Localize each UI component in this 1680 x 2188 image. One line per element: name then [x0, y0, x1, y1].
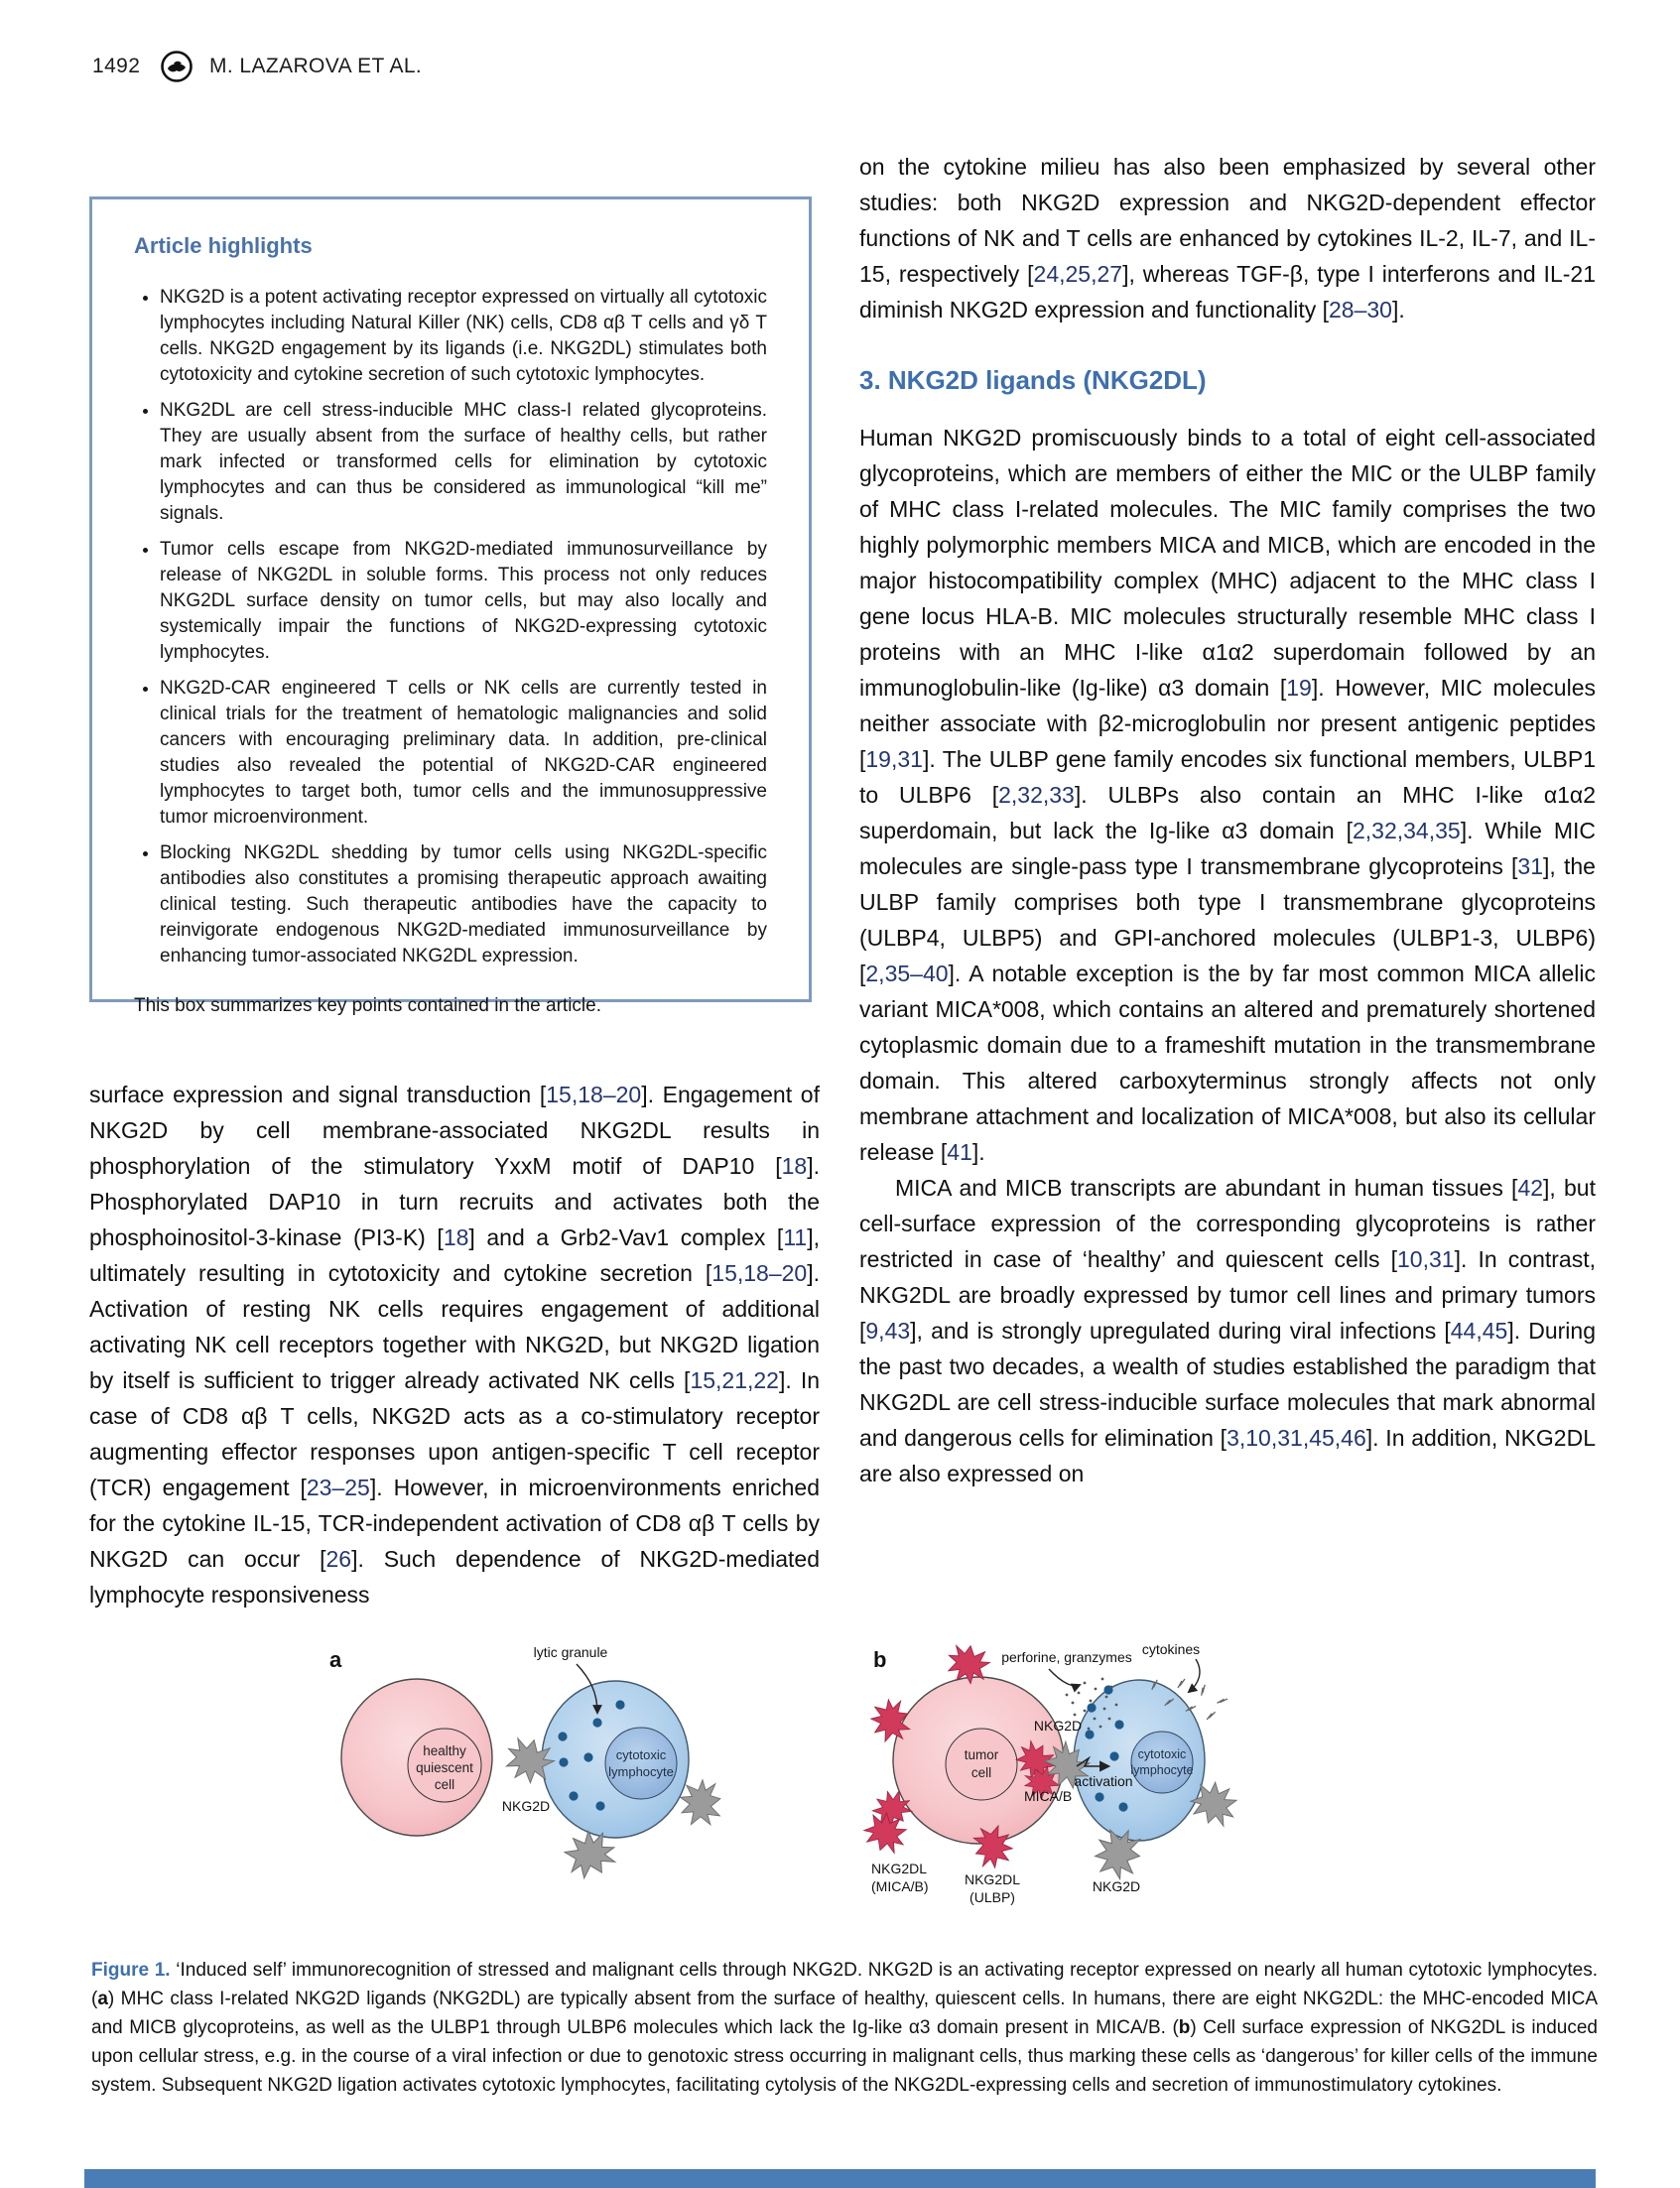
activation-label: activation: [1074, 1773, 1133, 1789]
healthy-cell-label: healthy: [423, 1743, 466, 1758]
figure-caption-text: ‘Induced self’ immunorecognition of stressed and malignant cells through NKG2D. NKG2D is an activating receptor expressed on nearly all human cytotoxic lymphocytes. (a) MHC class I-related NKG2D ligands (NKG2DL) are typically absent from the surface of healthy, quiescent cells. In humans, there are eight NKG2DL: the MHC-encoded MICA and MICB glycoproteins, as well as the ULBP1 through ULBP6 molecules which lack the Ig-like α3 domain present in MICA/B. (b) Cell surface expression of NKG2DL is induced upon cellular stress, e.g. in the course of a viral infection or due to genotoxic stress occurring in malignant cells, thus marking these cells as ‘dangerous’ for killer cells of the immune system. Subsequent NKG2D ligation activates cytotoxic lymphocytes, facilitating cytolysis of the NKG2DL-expressing cells and secretion of immunostimulatory cytokines.: [91, 1960, 1598, 2096]
cytokines-label: cytokines: [1141, 1641, 1201, 1657]
footer-bar: [84, 2169, 1596, 2188]
nkg2d-label-top: NKG2D: [1033, 1718, 1083, 1734]
nkg2dl-ulbp-label: NKG2DL: [964, 1871, 1021, 1887]
nkg2dl-ulbp-label: (ULBP): [969, 1889, 1015, 1905]
cytokines-arrow: [1189, 1659, 1200, 1692]
article-highlights-box: [89, 196, 812, 1016]
right-column: [859, 149, 1596, 1491]
body-paragraph: surface expression and signal transduction [15,18–20]. Engagement of NKG2D by cell membrane-associated NKG2DL results in phosphorylation of the stimulatory YxxM motif of DAP10 [18]. Phosphorylated DAP10 in turn recruits and activates both the phosphoinositol-3-kinase (PI3-K) [18] and a Grb2-Vav1 complex [11], ultimately resulting in cytotoxicity and cytokine secretion [15,18–20]. Activation of resting NK cells requires engagement of additional activating NK cell receptors together with NKG2D, but NKG2D ligation by itself is sufficient to trigger already activated NK cells [15,21,22]. In case of CD8 αβ T cells, NKG2D acts as a co-stimulatory receptor augmenting effector responses upon antigen-specific T cell receptor (TCR) engagement [23–25]. However, in microenvironments enriched for the cytokine IL-15, TCR-independent activation of CD8 αβ T cells by NKG2D can occur [26]. Such dependence of NKG2D-mediated lymphocyte responsiveness: [89, 1082, 820, 1608]
perforin-granzymes-label: perforine, granzymes: [1001, 1649, 1132, 1665]
lymphocyte-nucleus: [1131, 1732, 1193, 1793]
lymphocyte-label: cytotoxic: [615, 1747, 667, 1762]
panel-b-label: b: [873, 1647, 887, 1672]
nkg2d-label-bottom: NKG2D: [1092, 1878, 1141, 1894]
page-number: 1492: [92, 55, 141, 77]
highlights-note: This box summarizes key points contained in the article.: [134, 995, 601, 1016]
running-head-authors: M. LAZAROVA ET AL.: [209, 55, 423, 77]
mica-b-label: MICA/B: [1024, 1788, 1073, 1804]
publisher-logo-icon: [160, 50, 194, 83]
tumor-cell-label: tumor: [964, 1747, 999, 1762]
nkg2dl-ligand-icon: [859, 1808, 911, 1857]
nkg2d-label-a: NKG2D: [501, 1798, 551, 1814]
lymphocyte-nucleus: [605, 1728, 677, 1799]
panel-a-label: a: [329, 1647, 342, 1672]
highlight-bullet: • NKG2DL are cell stress-inducible MHC class-I related glycoproteins. They are usually absent from the surface of healthy cells, but rather mark infected or transformed cells for elimination by cytotoxic lymphocytes and can thus be considered as immunological “kill me” signals.: [160, 398, 767, 527]
highlight-bullet: • Blocking NKG2DL shedding by tumor cells using NKG2DL-specific antibodies also constitutes a promising therapeutic approach awaiting clinical testing. Such therapeutic antibodies have the capacity to reinvigorate endogenous NKG2D-mediated immunosurveillance by enhancing tumor-associated NKG2DL expression.: [160, 840, 767, 969]
healthy-cell-label: quiescent: [416, 1760, 473, 1775]
tumor-cell-nucleus: [946, 1729, 1017, 1800]
nkg2dl-mica-label: (MICA/B): [871, 1878, 929, 1894]
tumor-cell-label: cell: [970, 1765, 992, 1780]
body-paragraph: MICA and MICB transcripts are abundant in human tissues [42], but cell-surface expression of the corresponding glycoproteins is rather restricted in case of ‘healthy’ and quiescent cells [10,31]. In contrast, NKG2DL are broadly expressed by tumor cell lines and primary tumors [9,43], and is strongly upregulated during viral infections [44,45]. During the past two decades, a wealth of studies established the paradigm that NKG2DL are cell stress-inducible surface molecules that mark abnormal and dangerous cells for elimination [3,10,31,45,46]. In addition, NKG2DL are also expressed on: [859, 1175, 1597, 1486]
highlight-bullet: • Tumor cells escape from NKG2D-mediated immunosurveillance by release of NKG2DL in soluble forms. This process not only reduces NKG2DL surface density on tumor cells, but may also locally and systemically impair the functions of NKG2D-expressing cytotoxic lymphocytes.: [160, 537, 767, 666]
figure-1-diagram: [84, 1635, 1598, 1933]
lytic-granule-label: lytic granule: [533, 1644, 608, 1660]
body-paragraph: on the cytokine milieu has also been emphasized by several other studies: both NKG2D expression and NKG2D-dependent effector functions of NK and T cells are enhanced by cytokines IL-2, IL-7, and IL-15, respectively [24,25,27], whereas TGF-β, type I interferons and IL-21 diminish NKG2D expression and functionality [28–30].: [859, 154, 1596, 322]
left-column: [89, 1077, 820, 1612]
perforin-arrow: [1049, 1669, 1080, 1686]
figure-caption: [91, 1956, 1598, 2100]
figure-caption-label: Figure 1.: [91, 1960, 171, 1981]
lymphocyte-label: lymphocyte: [1130, 1763, 1194, 1777]
highlights-list: [134, 285, 767, 969]
highlight-bullet: • NKG2D is a potent activating receptor expressed on virtually all cytotoxic lymphocytes including Natural Killer (NK) cells, CD8 αβ T cells and γδ T cells. NKG2D engagement by its ligands (i.e. NKG2DL) stimulates both cytotoxicity and cytokine secretion of such cytotoxic lymphocytes.: [160, 285, 767, 388]
section-heading: 3. NKG2D ligands (NKG2DL): [859, 365, 1207, 395]
healthy-cell-label: cell: [434, 1777, 455, 1792]
body-paragraph: Human NKG2D promiscuously binds to a total of eight cell-associated glycoproteins, which are members of either the MIC or the ULBP family of MHC class I-related molecules. The MIC family comprises the two highly polymorphic members MICA and MICB, which are encoded in the major histocompatibility complex (MHC) adjacent to the MHC class I gene locus HLA-B. MIC molecules structurally resemble MHC class I proteins with an MHC I-like α1α2 superdomain followed by an immunoglobulin-like (Ig-like) α3 domain [19]. However, MIC molecules neither associate with β2-microglobulin nor present antigenic peptides [19,31]. The ULBP gene family encodes six functional members, ULBP1 to ULBP6 [2,32,33]. ULBPs also contain an MHC I-like α1α2 superdomain, but lack the Ig-like α3 domain [2,32,34,35]. While MIC molecules are single-pass type I transmembrane glycoproteins [31], the ULBP family comprises both type I transmembrane glycoproteins (ULBP4, ULBP5) and GPI-anchored molecules (ULBP1-3, ULBP6) [2,35–40]. A notable exception is the by far most common MICA allelic variant MICA*008, which contains an altered and prematurely shortened cytoplasmic domain due to a frameshift mutation in the transmembrane domain. This altered carboxyterminus strongly affects not only membrane attachment and localization of MICA*008, but also its cellular release [41].: [859, 425, 1597, 1165]
highlight-bullet: • NKG2D-CAR engineered T cells or NK cells are currently tested in clinical trials for the treatment of hematologic malignancies and solid cancers with encouraging preliminary data. In addition, pre-clinical studies also revealed the potential of NKG2D-CAR engineered lymphocytes to target both, tumor cells and the immunosuppressive tumor microenvironment.: [160, 676, 767, 831]
lymphocyte-label: lymphocyte: [608, 1764, 674, 1779]
running-header: [92, 50, 422, 83]
lymphocyte-label: cytotoxic: [1137, 1747, 1187, 1761]
highlights-title: Article highlights: [134, 233, 313, 258]
nkg2dl-mica-label: NKG2DL: [871, 1861, 928, 1876]
